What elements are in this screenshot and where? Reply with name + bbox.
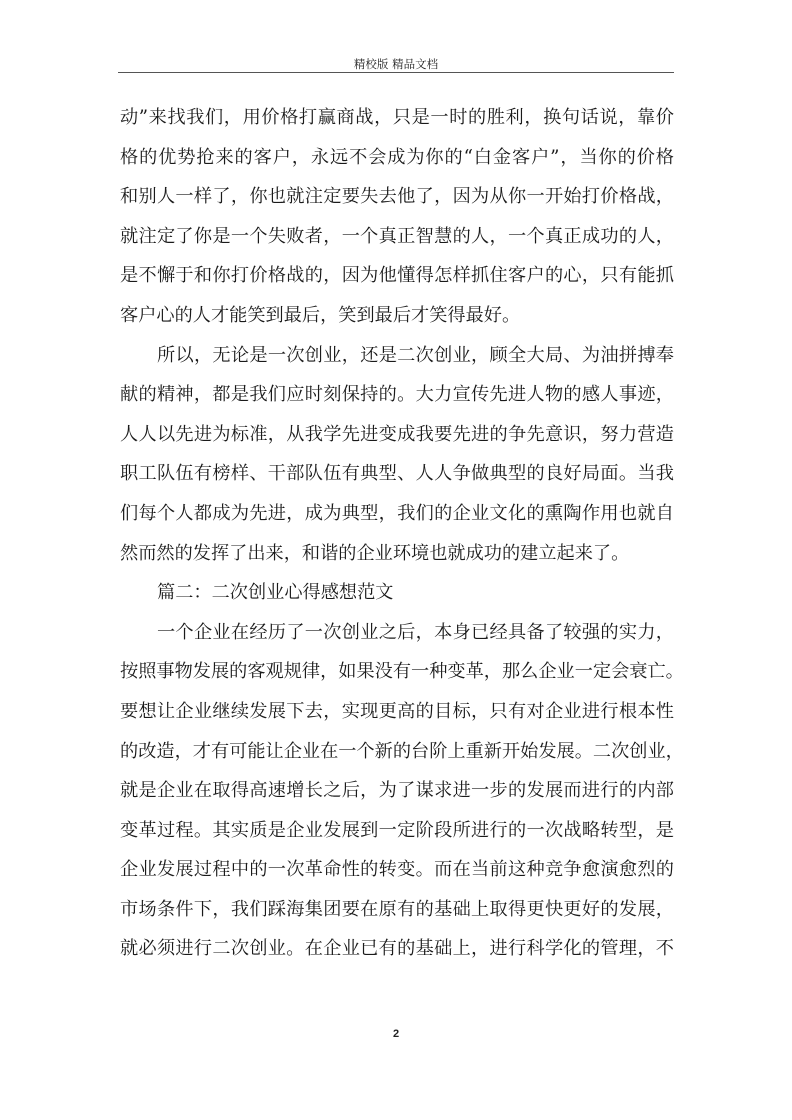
text-line: 就必须进行二次创业。在企业已有的基础上，进行科学化的管理，不: [120, 938, 674, 960]
text-line: 一个企业在经历了一次创业之后，本身已经具备了较强的实力，: [157, 621, 674, 643]
text-line: 按照事物发展的客观规律，如果没有一种变革，那么企业一定会衰亡。: [120, 661, 684, 683]
text-line: 变革过程。其实质是企业发展到一定阶段所进行的一次战略转型，是: [120, 819, 674, 841]
text-line: 和别人一样了，你也就注定要失去他了，因为从你一开始打价格战，: [120, 186, 674, 208]
text-line: 人人以先进为标准，从我学先进变成我要先进的争先意识，努力营造: [120, 423, 674, 445]
text-line: 然而然的发挥了出来，和谐的企业环境也就成功的建立起来了。: [120, 542, 630, 564]
page-header: 精校版 精品文档: [353, 57, 439, 71]
text-line: 就注定了你是一个失败者，一个真正智慧的人，一个真正成功的人，: [120, 225, 674, 247]
text-line: 所以，无论是一次创业，还是二次创业，顾全大局、为油拼搏奉: [157, 344, 674, 366]
text-line: 市场条件下，我们踩海集团要在原有的基础上取得更快更好的发展，: [120, 898, 674, 920]
text-line: 企业发展过程中的一次革命性的转变。而在当前这种竞争愈演愈烈的: [120, 859, 674, 881]
text-line: 格的优势抢来的客户，永远不会成为你的“白金客户”，当你的价格: [120, 146, 674, 168]
text-line: 就是企业在取得高速增长之后，为了谋求进一步的发展而进行的内部: [120, 780, 674, 802]
text-line: 献的精神，都是我们应时刻保持的。大力宣传先进人物的感人事迹，: [120, 384, 674, 406]
text-line: 的改造，才有可能让企业在一个新的台阶上重新开始发展。二次创业，: [120, 740, 684, 762]
document-body: [120, 98, 684, 969]
page-number: 2: [392, 1028, 400, 1040]
text-line: 要想让企业继续发展下去，实现更高的目标，只有对企业进行根本性: [120, 700, 674, 722]
section-heading: 篇二：二次创业心得感想范文: [157, 582, 394, 604]
text-line: 职工队伍有榜样、干部队伍有典型、人人争做典型的良好局面。当我: [120, 463, 674, 485]
header-divider: [118, 72, 674, 73]
text-line: 是不懈于和你打价格战的，因为他懂得怎样抓住客户的心，只有能抓: [120, 265, 674, 287]
text-line: 们每个人都成为先进，成为典型，我们的企业文化的熏陶作用也就自: [120, 502, 674, 524]
text-line: 客户心的人才能笑到最后，笑到最后才笑得最好。: [120, 304, 521, 326]
text-line: 动”来找我们，用价格打赢商战，只是一时的胜利，换句话说，靠价: [120, 107, 674, 128]
